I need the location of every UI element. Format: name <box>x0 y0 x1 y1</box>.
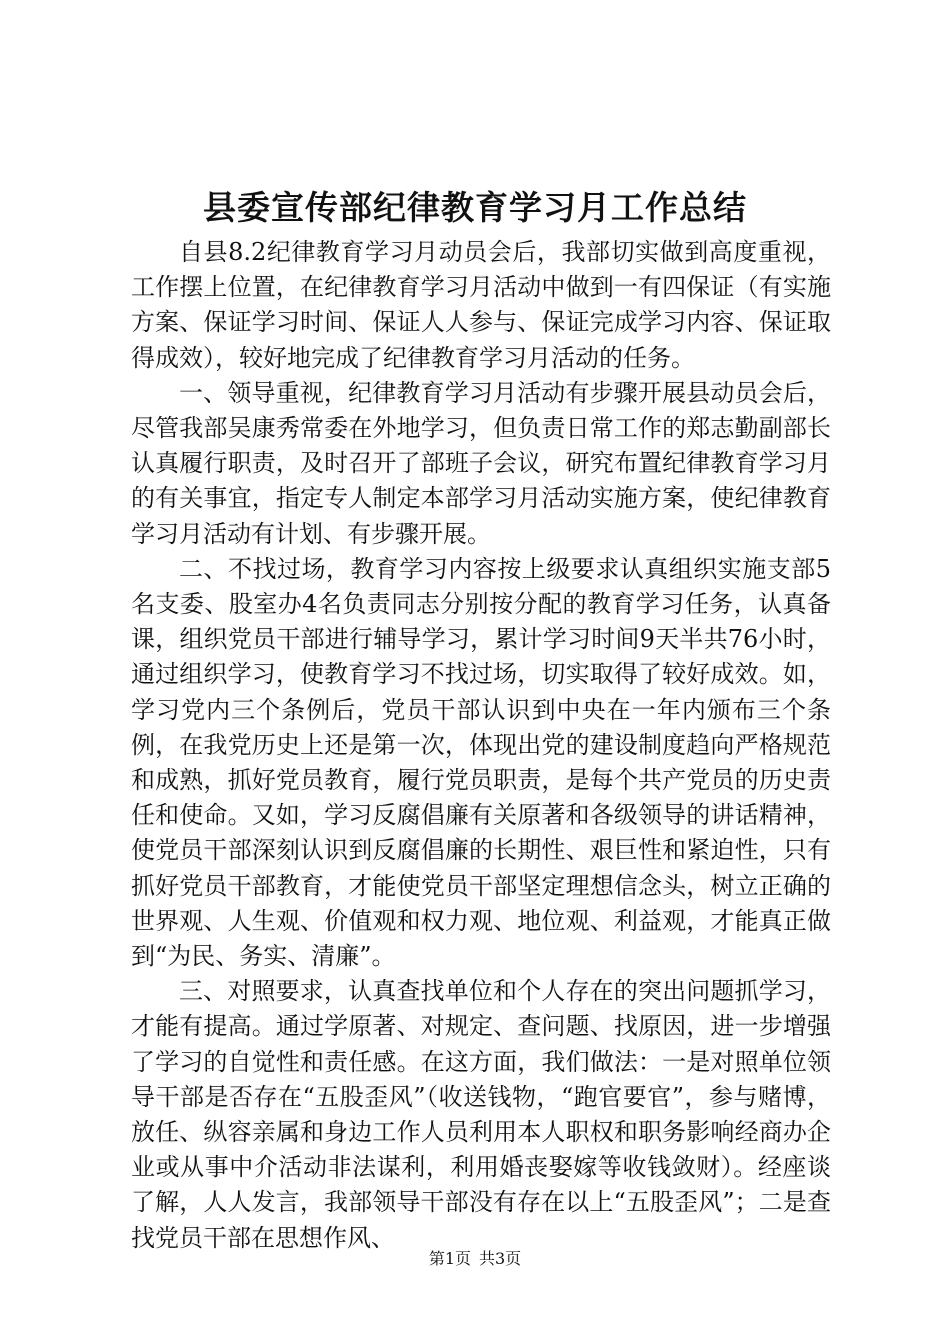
paragraph-intro: 自县8.2纪律教育学习月动员会后，我部切实做到高度重视，工作摆上位置，在纪律教育学习月活动中做到一有四保证（有实施方案、保证学习时间、保证人人参与、保证完成学习内容、保证取得成效），较好地完成了纪律教育学习月活动的任务。 <box>131 238 831 372</box>
paragraph-section-3: 三、对照要求，认真查找单位和个人存在的突出问题抓学习，才能有提高。通过学原著、对规定、查问题、找原因，进一步增强了学习的自觉性和责任感。在这方面，我们做法：一是对照单位领导干部是否存在“五股歪风”（收送钱物，“跑官要官”，参与赌博，放任、纵容亲属和身边工作人员利用本人职权和职务影响经商办企业或从事中介活动非法谋利，利用婚丧娶嫁等收钱敛财）。经座谈了解，人人发言，我部领导干部没有存在以上“五股歪风”；二是查找党员干部在思想作风、 <box>131 977 831 1252</box>
paragraph-section-1: 一、领导重视，纪律教育学习月活动有步骤开展县动员会后，尽管我部吴康秀常委在外地学习，但负责日常工作的郑志勤副部长认真履行职责，及时召开了部班子会议，研究布置纪律教育学习月的有关事宜，指定专人制定本部学习月活动实施方案，使纪律教育学习月活动有计划、有步骤开展。 <box>131 378 831 548</box>
paragraph-section-2: 二、不找过场，教育学习内容按上级要求认真组织实施支部5名支委、股室办4名负责同志分别按分配的教育学习任务，认真备课，组织党员干部进行辅导学习，累计学习时间9天半共76小时，通过组织学习，使教育学习不找过场，切实取得了较好成效。如，学习党内三个条例后，党员干部认识到中央在一年内颁布三个条例，在我党历史上还是第一次，体现出党的建设制度趋向严格规范和成熟，抓好党员教育，履行党员职责，是每个共产党员的历史责任和使命。又如，学习反腐倡廉有关原著和各级领导的讲话精神，使党员干部深刻认识到反腐倡廉的长期性、艰巨性和紧迫性，只有抓好党员干部教育，才能使党员干部坚定理想信念头，树立正确的世界观、人生观、价值观和权力观、地位观、利益观，才能真正做到“为民、务实、清廉”。 <box>131 554 831 971</box>
page-footer <box>0 1248 950 1270</box>
document-body <box>131 235 831 1256</box>
page-total: 共3页 <box>479 1249 522 1268</box>
document-title: 县委宣传部纪律教育学习月工作总结 <box>203 188 747 227</box>
page-number: 第1页 <box>428 1249 471 1268</box>
